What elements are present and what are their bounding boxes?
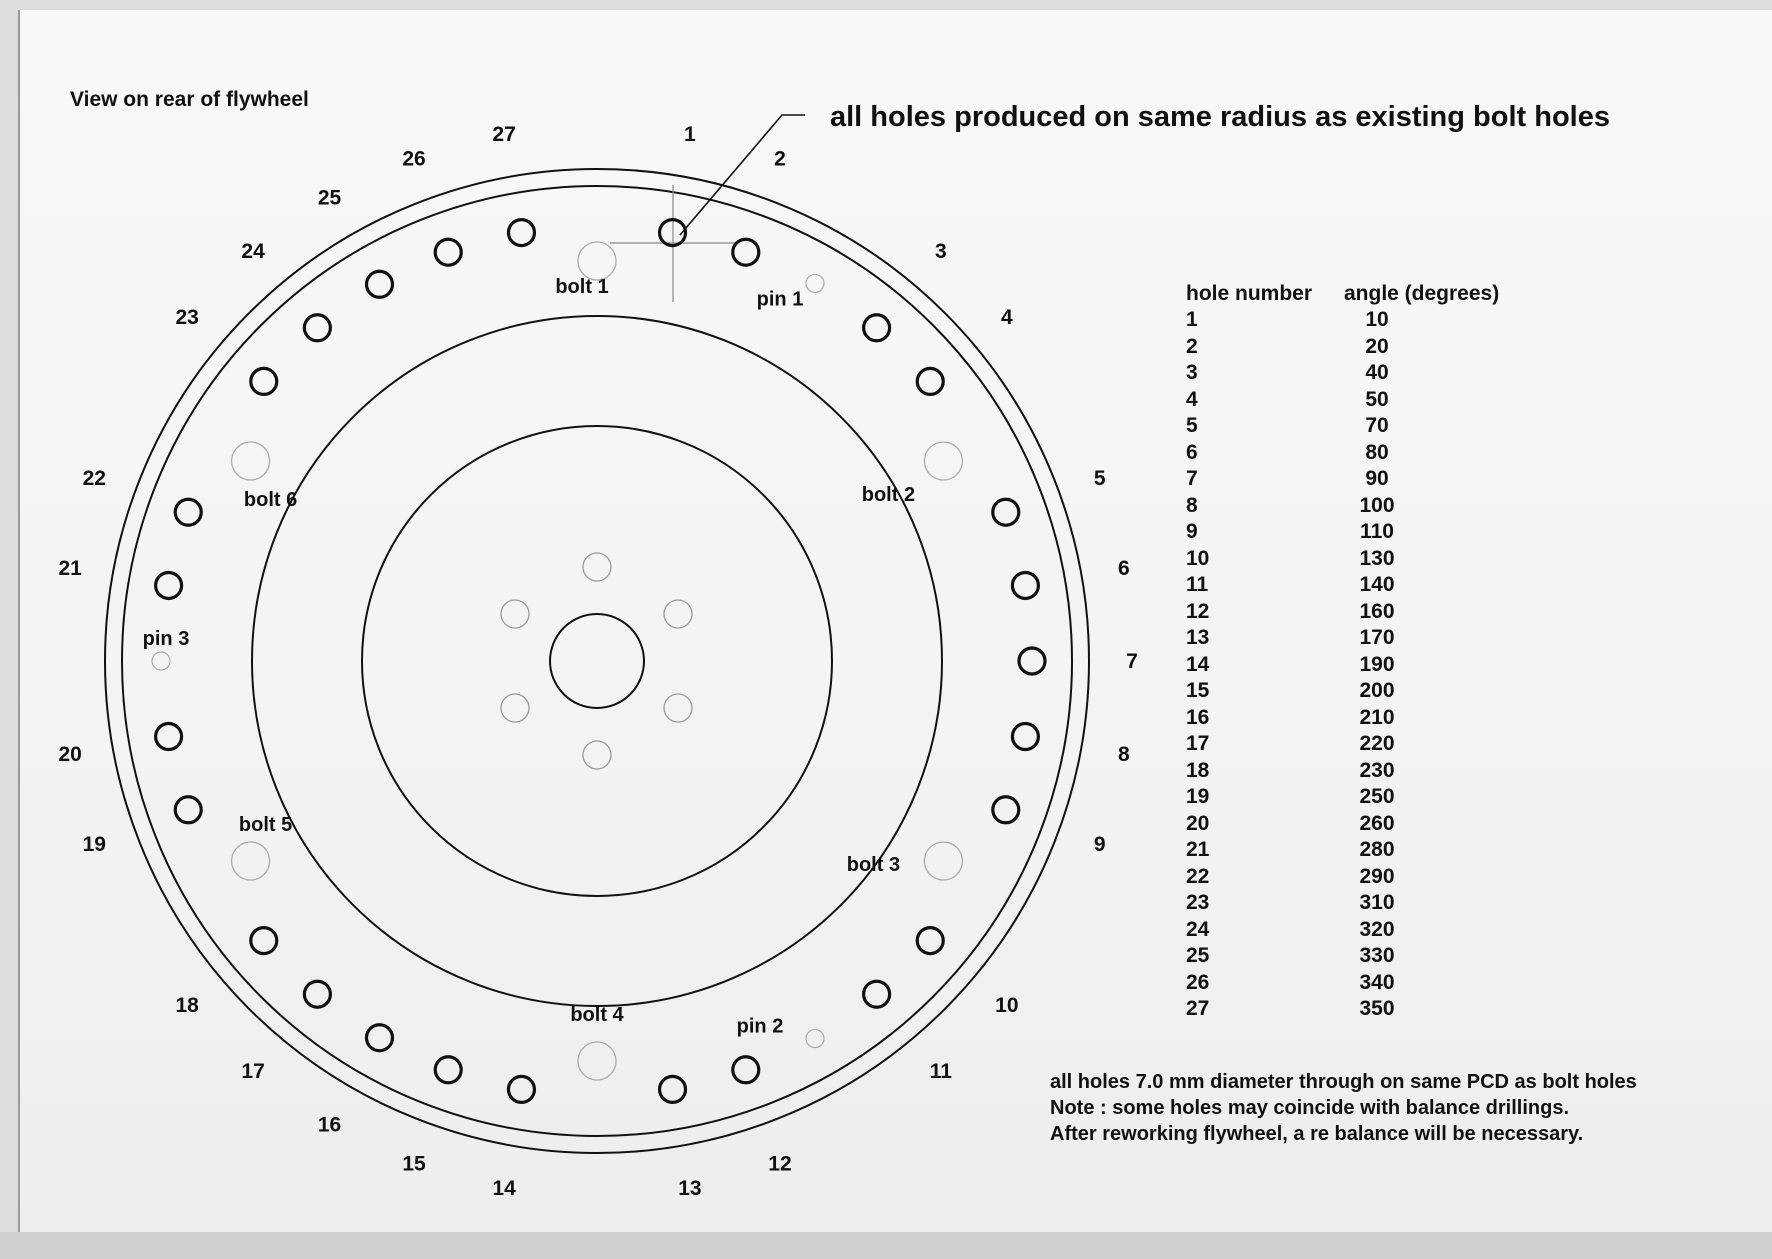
hole-number-label: 13: [678, 1176, 702, 1200]
crank-bolt-hole: [664, 600, 692, 628]
existing-bolt-hole: [232, 842, 270, 880]
table-row: [1186, 625, 1499, 652]
drill-hole: [864, 981, 890, 1007]
drill-hole: [304, 315, 330, 341]
bolt-label: bolt 5: [238, 814, 293, 836]
angle-cell: 200: [1359, 679, 1395, 702]
hole-number-label: 1: [684, 123, 696, 147]
angle-cell: 280: [1359, 838, 1395, 861]
hole-number-label: 21: [58, 557, 82, 581]
pin-label: pin 3: [142, 628, 190, 650]
drill-hole: [508, 220, 534, 246]
table-row: [1186, 652, 1499, 679]
drill-hole: [175, 797, 201, 823]
angle-cell: 20: [1365, 334, 1389, 358]
angle-cell: 50: [1365, 387, 1389, 411]
table-row: [1186, 758, 1499, 785]
hole-number-cell: 13: [1186, 626, 1210, 649]
angle-cell: 210: [1359, 705, 1395, 729]
drill-hole: [993, 797, 1019, 823]
hole-number-label: 15: [402, 1152, 426, 1176]
bolt-label: bolt 3: [846, 854, 901, 876]
hole-number-cell: 2: [1186, 334, 1198, 358]
hole-number-cell: 23: [1186, 891, 1210, 914]
drill-hole: [508, 1076, 534, 1102]
drill-hole: [251, 368, 277, 394]
table-row: [1186, 387, 1499, 414]
hole-number-cell: 8: [1186, 493, 1198, 517]
table-row: [1186, 307, 1499, 334]
hole-number-label: 24: [241, 240, 265, 264]
angle-cell: 10: [1365, 308, 1389, 331]
hole-number-cell: 3: [1186, 361, 1198, 384]
drill-hole: [864, 315, 890, 341]
hole-number-cell: 16: [1186, 705, 1210, 729]
table-row: [1186, 466, 1499, 493]
callout-text: all holes produced on same radius as existing bolt holes: [830, 101, 1610, 133]
bolt-label: bolt 1: [555, 276, 609, 298]
hole-number-label: 12: [768, 1152, 792, 1176]
angle-cell: 70: [1365, 414, 1389, 437]
table-row: [1186, 572, 1499, 599]
pin-label: pin 1: [756, 288, 804, 311]
angle-cell: 220: [1359, 732, 1395, 755]
drill-hole: [660, 1076, 686, 1102]
drill-hole: [1019, 648, 1045, 674]
drill-hole: [917, 368, 943, 394]
angle-cell: 230: [1359, 758, 1395, 782]
hole-number-cell: 20: [1186, 811, 1210, 835]
table-body: [1186, 307, 1499, 1023]
angle-cell: 260: [1359, 811, 1395, 835]
crank-bolt-hole: [664, 694, 692, 722]
drill-hole: [993, 499, 1019, 525]
table-row: [1186, 413, 1499, 440]
hole-number-cell: 18: [1186, 758, 1210, 782]
hole-number-label: 17: [241, 1059, 265, 1083]
hole-number-cell: 11: [1186, 573, 1209, 596]
table-row: [1186, 731, 1499, 758]
dowel-pin-hole: [806, 274, 824, 292]
table-row: [1186, 917, 1499, 944]
drill-hole: [304, 981, 330, 1007]
hole-number-label: 11: [929, 1059, 952, 1083]
inner-rim: [122, 186, 1072, 1136]
table-row: [1186, 837, 1499, 864]
hole-number-cell: 21: [1186, 838, 1210, 861]
hole-number-cell: 22: [1186, 864, 1210, 888]
hole-number-cell: 12: [1186, 599, 1210, 623]
angle-cell: 90: [1365, 467, 1389, 490]
centre-bore: [550, 614, 644, 708]
existing-bolt-hole: [578, 242, 616, 280]
callout-leader: [680, 115, 805, 235]
bolt-label: bolt 4: [570, 1004, 624, 1026]
table-row: [1186, 334, 1499, 361]
drill-hole: [917, 928, 943, 954]
hole-number-label: 6: [1118, 557, 1130, 581]
note-line-3: After reworking flywheel, a re balance will be necessary.: [1050, 1123, 1584, 1145]
angle-cell: 140: [1359, 573, 1395, 596]
notes-block: [1050, 1069, 1690, 1147]
table-row: [1186, 890, 1499, 917]
angle-cell: 100: [1359, 493, 1395, 517]
angle-cell: 320: [1359, 917, 1395, 941]
drill-hole: [156, 724, 182, 750]
hole-number-cell: 19: [1186, 785, 1210, 808]
existing-bolt-hole: [578, 1042, 616, 1080]
drill-hole: [251, 928, 277, 954]
hole-number-label: 19: [82, 832, 106, 856]
hole-number-label: 20: [58, 742, 82, 766]
table-row: [1186, 678, 1499, 705]
hole-number-label: 27: [492, 123, 516, 147]
hole-number-cell: 4: [1186, 387, 1198, 411]
angle-cell: 40: [1365, 361, 1389, 384]
note-line-2: Note : some holes may coincide with balance drillings.: [1050, 1097, 1570, 1119]
hole-number-cell: 25: [1186, 944, 1210, 967]
hole-number-label: 25: [317, 186, 342, 210]
table-row: [1186, 546, 1499, 573]
hole-number-label: 22: [82, 467, 106, 491]
existing-bolt-hole: [924, 842, 962, 880]
hole-number-cell: 15: [1186, 679, 1210, 702]
angle-cell: 290: [1359, 864, 1395, 888]
dowel-pin-hole: [806, 1030, 824, 1048]
hole-number-label: 9: [1093, 832, 1106, 856]
angle-cell: 130: [1359, 546, 1395, 570]
hole-number-label: 10: [995, 993, 1019, 1017]
hole-number-label: 16: [317, 1113, 342, 1137]
bolt-label: bolt 6: [243, 489, 298, 511]
angle-cell: 170: [1359, 626, 1395, 649]
table-row: [1186, 784, 1499, 811]
table-row: [1186, 440, 1499, 467]
table-header: [1186, 281, 1499, 307]
angle-cell: 250: [1359, 785, 1395, 808]
table-row: [1186, 970, 1499, 997]
table-row: [1186, 599, 1499, 626]
angle-cell: 350: [1359, 997, 1395, 1020]
angle-cell: 110: [1360, 520, 1394, 543]
hole-number-cell: 27: [1186, 997, 1210, 1020]
hole-number-cell: 24: [1186, 917, 1210, 941]
hole-number-cell: 5: [1186, 414, 1198, 437]
angle-cell: 160: [1359, 599, 1395, 623]
hole-number-label: 7: [1126, 650, 1138, 673]
table-row: [1186, 705, 1499, 732]
table-row: [1186, 519, 1499, 546]
hole-number-cell: 7: [1186, 467, 1198, 490]
hole-number-cell: 6: [1186, 440, 1198, 464]
hole-number-label: 3: [935, 240, 947, 264]
hole-angle-table: [1186, 281, 1499, 1023]
drill-hole: [367, 271, 393, 297]
hole-number-cell: 14: [1186, 652, 1210, 676]
drill-hole: [435, 239, 461, 265]
hub-ring: [362, 426, 832, 896]
clutch-face-ring: [252, 316, 942, 1006]
header-angle: angle (degrees): [1344, 282, 1500, 305]
hole-number-cell: 17: [1186, 732, 1210, 755]
angle-cell: 310: [1359, 891, 1395, 914]
drill-hole: [733, 1057, 759, 1083]
hole-number-label: 8: [1118, 742, 1130, 766]
hole-number-label: 14: [492, 1176, 516, 1200]
dowel-pin-hole: [152, 652, 170, 670]
hole-number-label: 2: [774, 147, 786, 171]
hole-number-cell: 1: [1186, 308, 1198, 331]
hole-number-label: 4: [1000, 306, 1013, 330]
drill-hole: [733, 239, 759, 265]
table-row: [1186, 811, 1499, 838]
hole-number-cell: 9: [1186, 520, 1198, 543]
bolt-label: bolt 2: [861, 484, 916, 506]
crank-bolt-hole: [583, 553, 611, 581]
crank-bolt-hole: [501, 600, 529, 628]
view-title: View on rear of flywheel: [70, 88, 309, 111]
table-row: [1186, 493, 1499, 520]
hole-number-label: 23: [175, 306, 199, 330]
table-row: [1186, 996, 1499, 1023]
drill-hole: [175, 499, 201, 525]
header-hole-number: hole number: [1186, 282, 1313, 305]
table-row: [1186, 864, 1499, 891]
pin-label: pin 2: [736, 1015, 784, 1038]
hole-number-cell: 26: [1186, 970, 1210, 994]
drill-hole: [156, 572, 182, 598]
existing-bolt-hole: [924, 442, 962, 480]
table-row: [1186, 360, 1499, 387]
hole-number-label: 18: [175, 993, 199, 1017]
angle-cell: 330: [1359, 944, 1395, 967]
hole-number-cell: 10: [1186, 546, 1210, 570]
existing-bolt-hole: [232, 442, 270, 480]
table-row: [1186, 943, 1499, 970]
hole-number-label: 26: [402, 147, 426, 171]
note-line-1: all holes 7.0 mm diameter through on same PCD as bolt holes: [1050, 1071, 1637, 1093]
angle-cell: 340: [1359, 970, 1395, 994]
crank-bolt-hole: [501, 694, 529, 722]
drill-hole: [367, 1025, 393, 1051]
angle-cell: 80: [1365, 440, 1389, 464]
drill-hole: [435, 1057, 461, 1083]
crank-bolt-hole: [583, 741, 611, 769]
hole-number-label: 5: [1093, 467, 1106, 491]
angle-cell: 190: [1359, 652, 1395, 676]
drill-hole: [1012, 724, 1038, 750]
drill-hole: [1012, 572, 1038, 598]
